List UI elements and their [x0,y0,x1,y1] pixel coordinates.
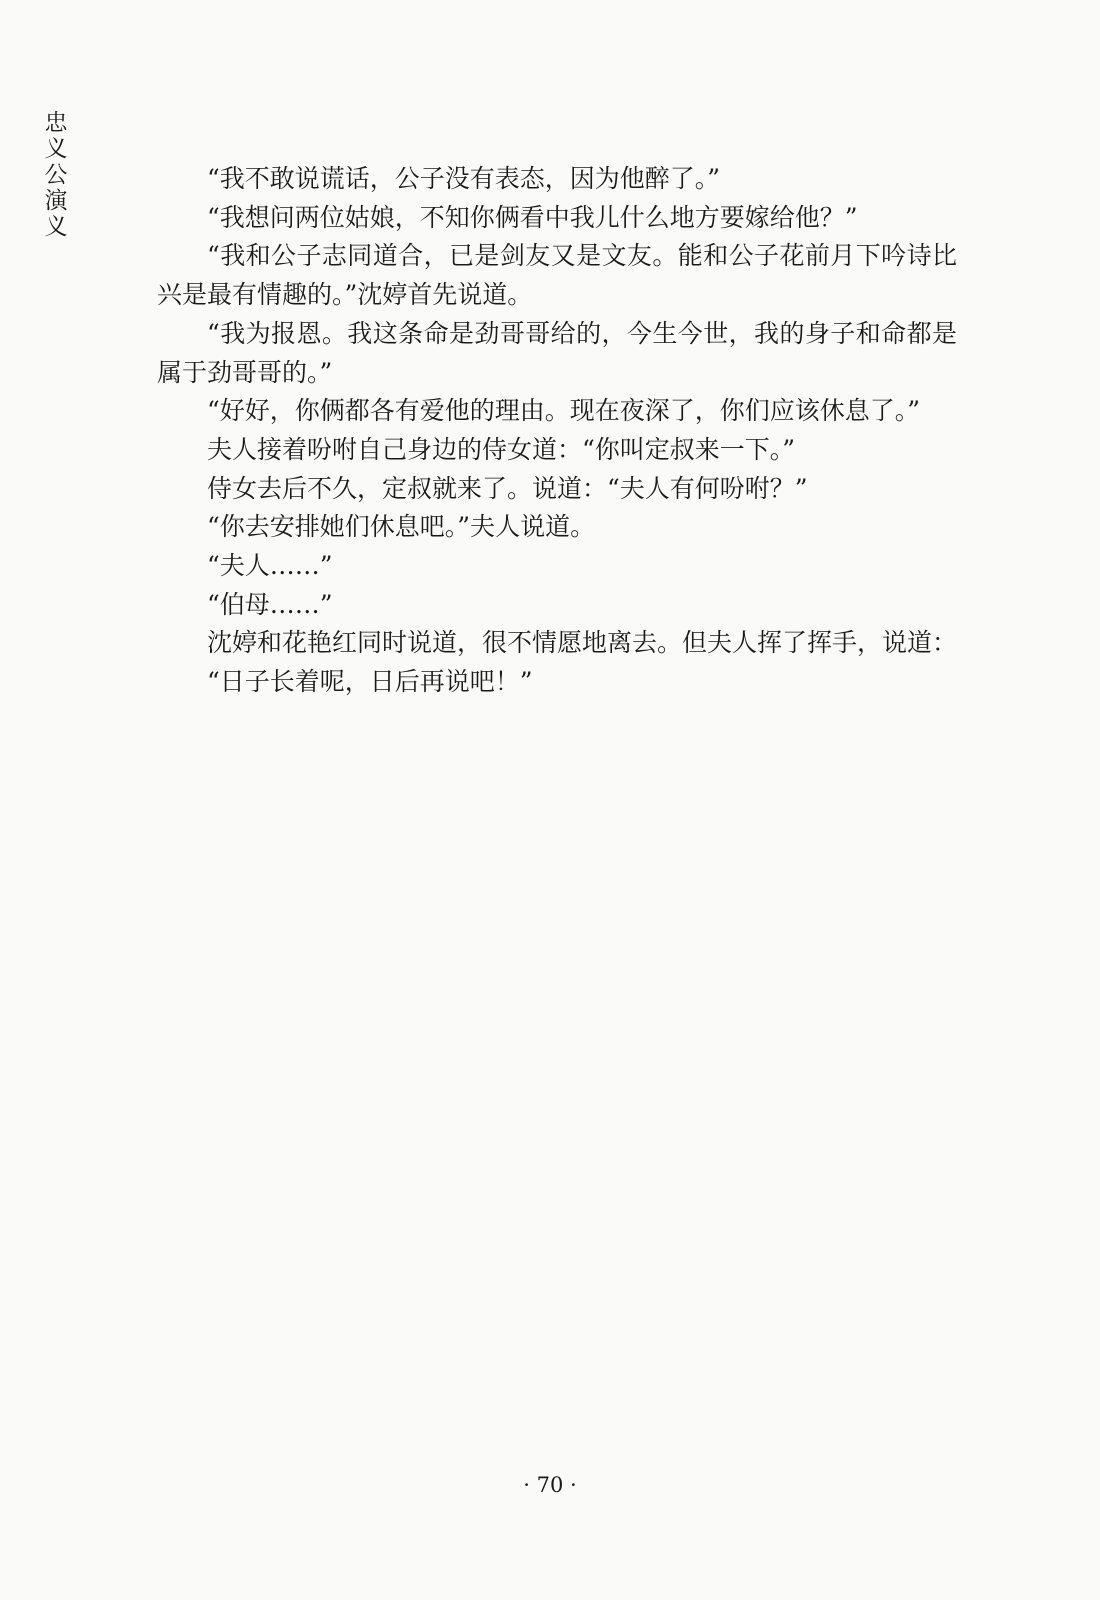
body-text [157,160,957,702]
paragraph: 夫人接着吩咐自己身边的侍女道：“你叫定叔来一下。” [207,434,796,464]
running-head-char: 演 [44,188,68,214]
paragraph: “我不敢说谎话，公子没有表态，因为他醉了。” [207,164,721,193]
paragraph: “好好，你俩都各有爱他的理由。现在夜深了，你们应该休息了。” [207,396,921,426]
paragraph: “夫人……” [207,551,333,581]
paragraph: 侍女去后不久，定叔就来了。说道：“夫人有何吩咐？” [207,473,808,503]
paragraph: “我想问两位姑娘，不知你俩看中我儿什么地方要嫁给他？” [207,202,858,232]
paragraph: 沈婷和花艳红同时说道，很不情愿地离去。但夫人挥了挥手，说道： [207,628,958,658]
running-head-char: 公 [44,162,68,188]
running-head-char: 义 [44,136,68,162]
running-head-char: 义 [44,214,68,240]
paragraph: “我为报恩。我这条命是劲哥哥给的，今生今世，我的身子和命都是属于劲哥哥的。” [157,318,957,387]
paragraph: “我和公子志同道合，已是剑友又是文友。能和公子花前月下吟诗比兴是最有情趣的。”沈婷首先说道。 [157,241,957,310]
paragraph: “你去安排她们休息吧。”夫人说道。 [207,512,596,542]
paragraph: “日子长着呢，日后再说吧！” [207,667,533,697]
running-head-char: 忠 [44,110,68,136]
page-number: · 70 · [523,1473,577,1497]
running-head [38,110,74,240]
paragraph: “伯母……” [207,589,333,619]
